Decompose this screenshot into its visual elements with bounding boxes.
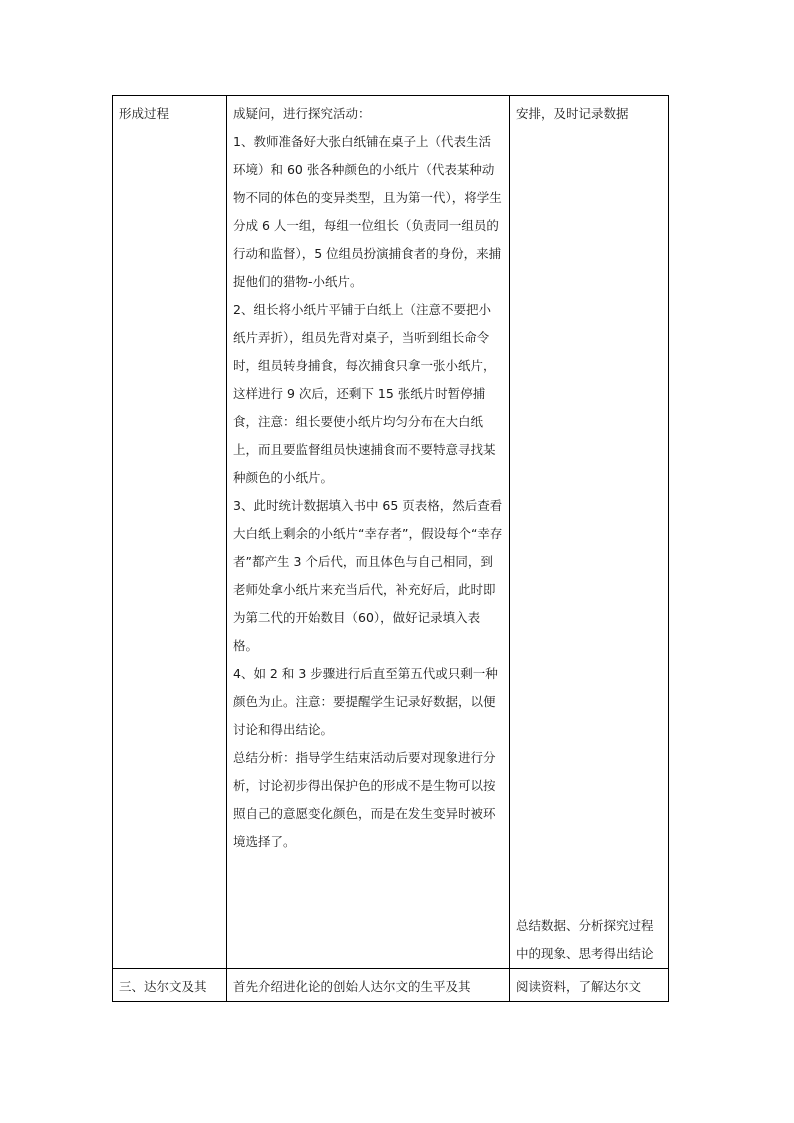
content-cell — [227, 96, 510, 969]
table-row — [113, 96, 669, 969]
content-paragraph: 3、此时统计数据填入书中 65 页表格，然后查看大白纸上剩余的小纸片“幸存者”，假设每个“幸存者”都产生 3 个后代，而且体色与自己相同，到老师处拿小纸片来充当后代，补充好后，此时即为第二代的开始数目（60），做好记录填入表格。 — [233, 498, 503, 653]
lesson-table — [112, 95, 669, 1002]
content-cell — [227, 969, 510, 1002]
content-paragraph: 成疑问，进行探究活动： — [233, 106, 371, 121]
content-paragraph: 首先介绍进化论的创始人达尔文的生平及其 — [233, 979, 471, 994]
stage-label: 三、达尔文及其 — [119, 979, 207, 994]
content-paragraph: 2、组长将小纸片平铺于白纸上（注意不要把小纸片弄折），组员先背对桌子，当听到组长命令时，组员转身捕食，每次捕食只拿一张小纸片，这样进行 9 次后，还剩下 15 张纸片时暂停捕食，注意：组长要使小纸片均匀分布在大白纸上，而且要监督组员快速捕食而不要特意寻找某种颜色的小纸片。 — [233, 302, 496, 485]
content-paragraph: 1、教师准备好大张白纸铺在桌子上（代表生活环境）和 60 张各种颜色的小纸片（代表某种动物不同的体色的变异类型，且为第一代），将学生分成 6 人一组，每组一位组长（负责同一组员的行动和监督），5 位组员扮演捕食者的身份，来捕捉他们的猎物-小纸片。 — [233, 134, 502, 289]
student-activity-top: 安排，及时记录数据 — [516, 106, 629, 121]
content-paragraph: 总结分析：指导学生结束活动后要对现象进行分析，讨论初步得出保护色的形成不是生物可以按照自己的意愿变化颜色，而是在发生变异时被环境选择了。 — [233, 750, 496, 849]
student-activity-text: 阅读资料，了解达尔文 — [516, 979, 642, 994]
stage-cell — [113, 96, 227, 969]
table-row — [113, 969, 669, 1002]
stage-label: 形成过程 — [119, 106, 170, 121]
student-activity-cell — [510, 96, 669, 969]
stage-cell — [113, 969, 227, 1002]
student-activity-cell — [510, 969, 669, 1002]
student-activity-bottom: 总结数据、分析探究过程中的现象、思考得出结论 — [516, 918, 654, 961]
content-paragraph: 4、如 2 和 3 步骤进行后直至第五代或只剩一种颜色为止。注意：要提醒学生记录好数据，以便讨论和得出结论。 — [233, 666, 498, 737]
